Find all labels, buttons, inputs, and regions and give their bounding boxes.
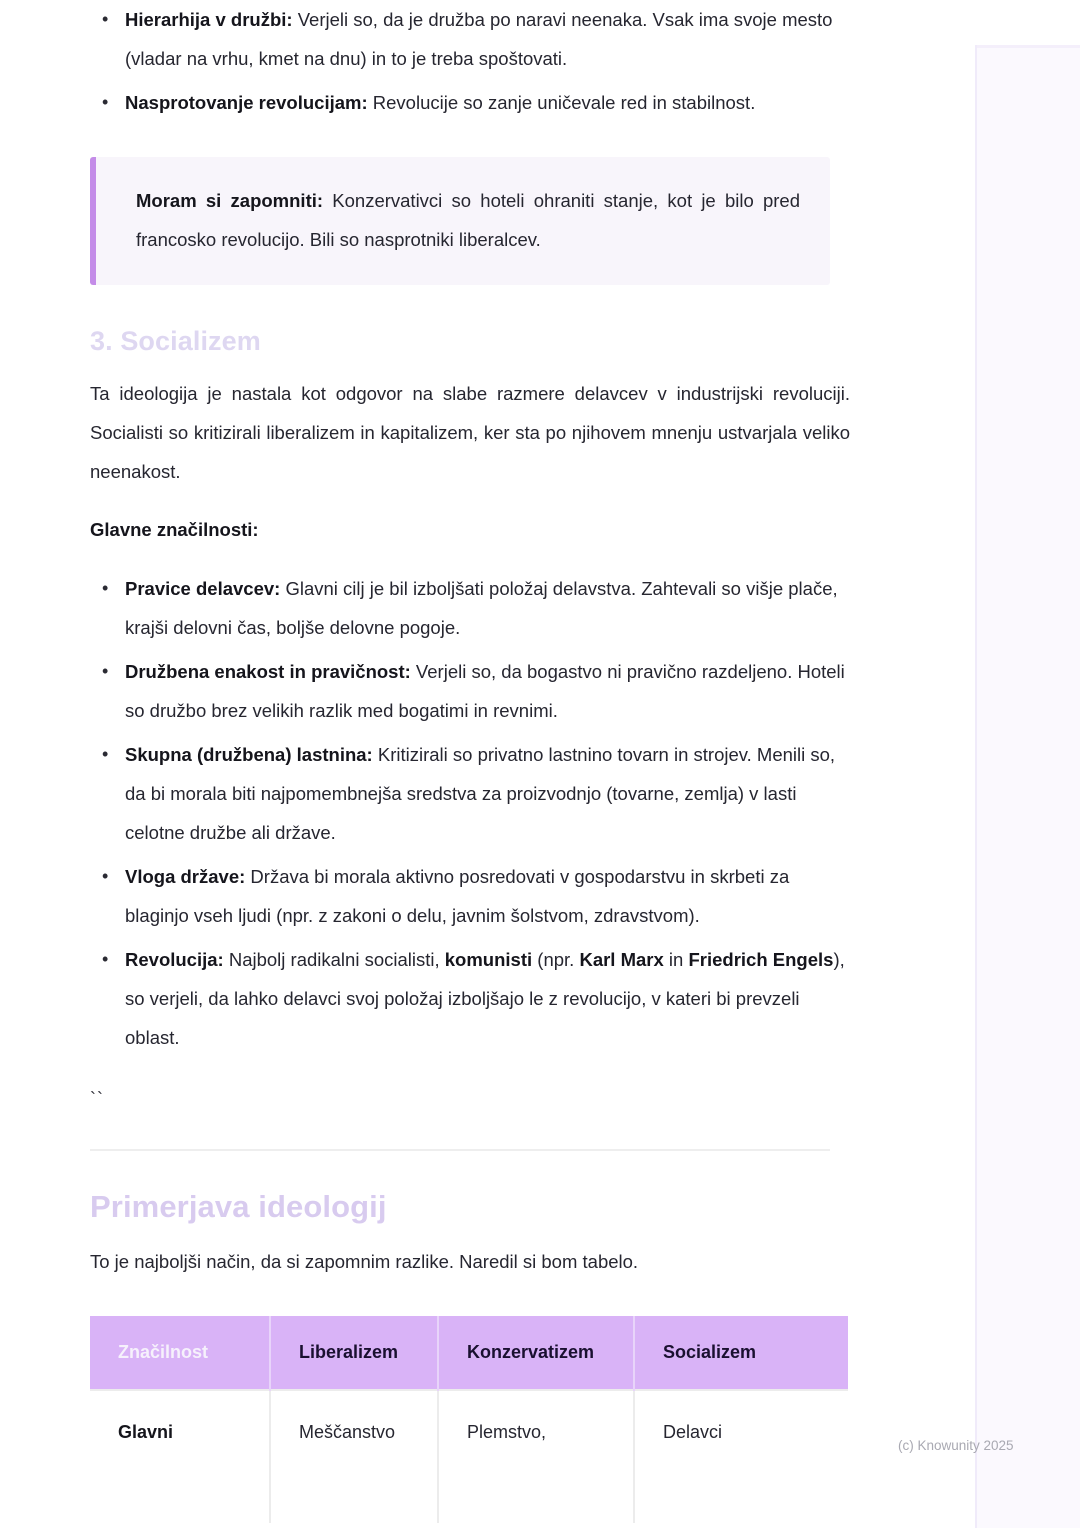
table-cell-label: Glavni [90, 1390, 270, 1523]
primerjava-intro-paragraph: To je najboljši način, da si zapomnim razlike. Naredil si bom tabelo. [90, 1251, 639, 1272]
section-heading-socializem: 3. Socializem [90, 326, 261, 356]
callout-term: Moram si zapomniti: [136, 190, 324, 211]
bullet-text: Država bi morala aktivno posredovati v gospodarstvu in skrbeti za blaginjo vseh ljudi (npr. z zakoni o delu, javnim šolstvom, zdravstvom). [125, 866, 790, 926]
list-item [90, 857, 850, 935]
stray-backtick-artifact: `` [90, 1089, 104, 1109]
bullet-term: Družbena enakost in pravičnost: [125, 661, 411, 682]
table-header-konzervatizem: Konzervatizem [438, 1316, 634, 1390]
bullet-term: Nasprotovanje revolucijam: [125, 92, 368, 113]
table-row [90, 1390, 848, 1523]
table-cell-liberalizem: Meščanstvo [270, 1390, 438, 1523]
ideology-comparison-table [90, 1316, 848, 1523]
bullet-text: Revolucije so zanje uničevale red in stabilnost. [367, 92, 756, 113]
conservatism-bullet-list [90, 0, 850, 122]
socializem-intro-paragraph: Ta ideologija je nastala kot odgovor na slabe razmere delavcev v industrijski revoluciji. Socialisti so kritizirali liberalizem in kapitalizem, ker sta po njihovem mnenju ustvarjala veliko neenakost. [90, 383, 850, 482]
callout-paragraph [136, 181, 800, 259]
table-cell-socializem: Delavci [634, 1390, 848, 1523]
copyright-watermark: (c) Knowunity 2025 [898, 1438, 1014, 1453]
bullet-term: Hierarhija v družbi: [125, 9, 293, 30]
list-item [90, 569, 850, 647]
bullet-emphasis-komunisti: komunisti [444, 949, 533, 970]
bullet-term: Revolucija: [125, 949, 224, 970]
list-item [90, 735, 850, 852]
bullet-term: Vloga države: [125, 866, 246, 887]
bullet-term: Skupna (družbena) lastnina: [125, 744, 373, 765]
major-heading-primerjava: Primerjava ideologij [90, 1189, 387, 1224]
bullet-text: Verjeli so, da je družba po naravi neenaka. Vsak ima svoje mesto (vladar na vrhu, kmet na dnu) in to je treba spoštovati. [125, 9, 833, 69]
list-item [90, 652, 850, 730]
socializem-bullet-list [90, 569, 850, 1057]
document-content [90, 0, 850, 1523]
table-cell-konzervatizem: Plemstvo, [438, 1390, 634, 1523]
list-item [90, 0, 850, 78]
bullet-text: Kritizirali so privatno lastnino tovarn in strojev. Menili so, da bi morala biti najpomembnejša sredstva za proizvodnjo (tovarne, zemlja) v lasti celotne družbe ali države. [125, 744, 836, 843]
socializem-subheading: Glavne značilnosti: [90, 519, 259, 540]
table-header-row [90, 1316, 848, 1390]
bullet-text-part4: ), so verjeli, da lahko delavci svoj položaj izboljšajo le z revolucijo, v kateri bi prevzeli oblast. [125, 949, 845, 1048]
remember-callout [90, 157, 830, 285]
list-item [90, 83, 850, 122]
right-panel-top-edge [977, 45, 1080, 48]
list-item-revolucija [90, 940, 850, 1057]
bullet-text: Verjeli so, da bogastvo ni pravično razdeljeno. Hoteli so družbo brez velikih razlik med bogatimi in revnimi. [125, 661, 845, 721]
bullet-text: Glavni cilj je bil izboljšati položaj delavstva. Zahtevali so višje plače, krajši delovni čas, boljše delovne pogoje. [125, 578, 838, 638]
bullet-text-part3: in [663, 949, 689, 970]
section-divider [90, 1149, 830, 1151]
bullet-text-part1: Najbolj radikalni socialisti, [223, 949, 445, 970]
bullet-text-part2: (npr. [532, 949, 580, 970]
right-side-panel [975, 45, 1080, 1528]
table-header-liberalizem: Liberalizem [270, 1316, 438, 1390]
table-header-znacilnost: Značilnost [90, 1316, 270, 1390]
bullet-term: Pravice delavcev: [125, 578, 281, 599]
bullet-emphasis-karl-marx: Karl Marx [579, 949, 664, 970]
table-header-socializem: Socializem [634, 1316, 848, 1390]
callout-text: Konzervativci so hoteli ohraniti stanje, kot je bilo pred francosko revolucijo. Bili so nasprotniki liberalcev. [136, 190, 801, 250]
bullet-emphasis-friedrich-engels: Friedrich Engels [688, 949, 834, 970]
